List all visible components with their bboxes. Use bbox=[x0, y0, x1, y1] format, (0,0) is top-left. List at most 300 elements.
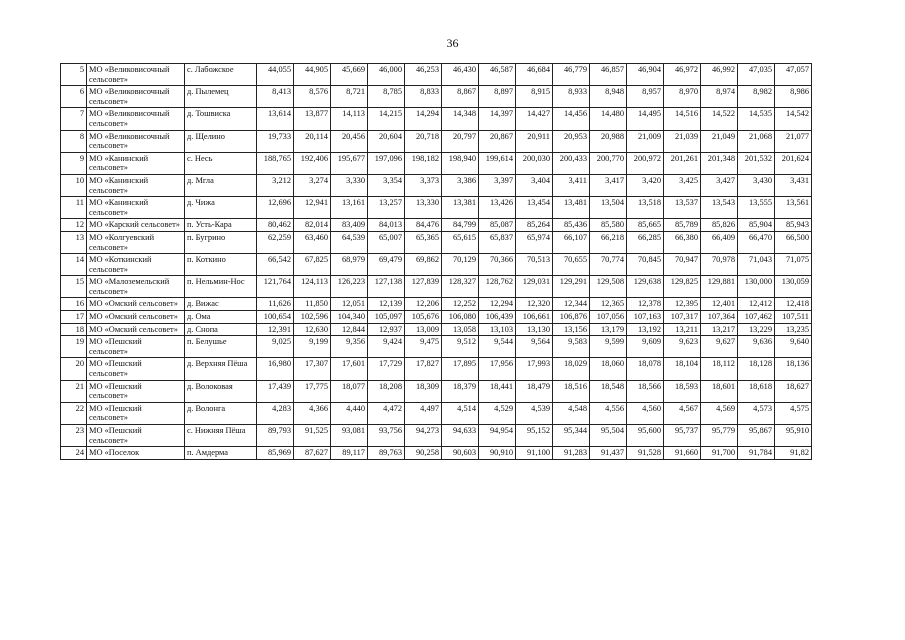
value-cell: 21,049 bbox=[701, 130, 738, 152]
value-cell: 12,344 bbox=[553, 298, 590, 311]
table-row bbox=[61, 254, 812, 276]
value-cell: 9,640 bbox=[775, 336, 812, 358]
table-row bbox=[61, 311, 812, 324]
value-cell: 129,508 bbox=[590, 276, 627, 298]
value-cell: 18,128 bbox=[738, 358, 775, 380]
row-number-cell: 21 bbox=[61, 380, 87, 402]
value-cell: 85,436 bbox=[553, 219, 590, 232]
value-cell: 94,633 bbox=[442, 425, 479, 447]
municipality-cell: МО «Великовисочный сельсовет» bbox=[87, 108, 185, 130]
value-cell: 130,059 bbox=[775, 276, 812, 298]
value-cell: 18,479 bbox=[516, 380, 553, 402]
value-cell: 46,000 bbox=[368, 64, 405, 86]
value-cell: 12,418 bbox=[775, 298, 812, 311]
value-cell: 20,911 bbox=[516, 130, 553, 152]
value-cell: 89,793 bbox=[257, 425, 294, 447]
value-cell: 11,850 bbox=[294, 298, 331, 311]
value-cell: 18,104 bbox=[664, 358, 701, 380]
value-cell: 71,043 bbox=[738, 254, 775, 276]
value-cell: 200,770 bbox=[590, 152, 627, 174]
value-cell: 198,940 bbox=[442, 152, 479, 174]
value-cell: 128,327 bbox=[442, 276, 479, 298]
row-number-cell: 13 bbox=[61, 231, 87, 253]
value-cell: 85,087 bbox=[479, 219, 516, 232]
municipality-cell: МО «Омский сельсовет» bbox=[87, 323, 185, 336]
value-cell: 199,614 bbox=[479, 152, 516, 174]
value-cell: 64,539 bbox=[331, 231, 368, 253]
value-cell: 12,630 bbox=[294, 323, 331, 336]
value-cell: 3,404 bbox=[516, 174, 553, 196]
value-cell: 82,014 bbox=[294, 219, 331, 232]
value-cell: 46,992 bbox=[701, 64, 738, 86]
row-number-cell: 12 bbox=[61, 219, 87, 232]
value-cell: 13,381 bbox=[442, 197, 479, 219]
settlement-cell: д. Волонга bbox=[185, 402, 257, 424]
value-cell: 14,294 bbox=[405, 108, 442, 130]
value-cell: 20,953 bbox=[553, 130, 590, 152]
value-cell: 13,235 bbox=[775, 323, 812, 336]
value-cell: 198,182 bbox=[405, 152, 442, 174]
value-cell: 12,395 bbox=[664, 298, 701, 311]
value-cell: 8,576 bbox=[294, 86, 331, 108]
value-cell: 20,114 bbox=[294, 130, 331, 152]
settlement-cell: п. Бугрино bbox=[185, 231, 257, 253]
value-cell: 4,514 bbox=[442, 402, 479, 424]
value-cell: 70,366 bbox=[479, 254, 516, 276]
value-cell: 107,317 bbox=[664, 311, 701, 324]
value-cell: 18,060 bbox=[590, 358, 627, 380]
value-cell: 8,933 bbox=[553, 86, 590, 108]
value-cell: 14,348 bbox=[442, 108, 479, 130]
row-number-cell: 8 bbox=[61, 130, 87, 152]
settlement-cell: д. Ома bbox=[185, 311, 257, 324]
value-cell: 46,972 bbox=[664, 64, 701, 86]
value-cell: 89,763 bbox=[368, 447, 405, 460]
value-cell: 201,348 bbox=[701, 152, 738, 174]
value-cell: 12,206 bbox=[405, 298, 442, 311]
value-cell: 46,430 bbox=[442, 64, 479, 86]
value-cell: 91,525 bbox=[294, 425, 331, 447]
value-cell: 66,107 bbox=[553, 231, 590, 253]
municipality-cell: МО «Карский сельсовет» bbox=[87, 219, 185, 232]
value-cell: 8,915 bbox=[516, 86, 553, 108]
value-cell: 201,532 bbox=[738, 152, 775, 174]
value-cell: 13,426 bbox=[479, 197, 516, 219]
value-cell: 4,556 bbox=[590, 402, 627, 424]
value-cell: 85,264 bbox=[516, 219, 553, 232]
value-cell: 9,623 bbox=[664, 336, 701, 358]
value-cell: 106,661 bbox=[516, 311, 553, 324]
value-cell: 94,954 bbox=[479, 425, 516, 447]
value-cell: 46,684 bbox=[516, 64, 553, 86]
table-row bbox=[61, 174, 812, 196]
table-row bbox=[61, 108, 812, 130]
value-cell: 85,943 bbox=[775, 219, 812, 232]
value-cell: 201,624 bbox=[775, 152, 812, 174]
value-cell: 89,117 bbox=[331, 447, 368, 460]
municipality-cell: МО «Пешский сельсовет» bbox=[87, 336, 185, 358]
value-cell: 3,397 bbox=[479, 174, 516, 196]
value-cell: 18,078 bbox=[627, 358, 664, 380]
value-cell: 62,259 bbox=[257, 231, 294, 253]
value-cell: 17,601 bbox=[331, 358, 368, 380]
municipality-cell: МО «Великовисочный сельсовет» bbox=[87, 86, 185, 108]
value-cell: 8,833 bbox=[405, 86, 442, 108]
value-cell: 105,676 bbox=[405, 311, 442, 324]
value-cell: 9,609 bbox=[627, 336, 664, 358]
value-cell: 13,518 bbox=[627, 197, 664, 219]
value-cell: 95,737 bbox=[664, 425, 701, 447]
value-cell: 3,417 bbox=[590, 174, 627, 196]
value-cell: 14,215 bbox=[368, 108, 405, 130]
table-row bbox=[61, 197, 812, 219]
value-cell: 13,192 bbox=[627, 323, 664, 336]
value-cell: 94,273 bbox=[405, 425, 442, 447]
value-cell: 18,593 bbox=[664, 380, 701, 402]
value-cell: 66,409 bbox=[701, 231, 738, 253]
data-table bbox=[60, 63, 812, 460]
value-cell: 13,156 bbox=[553, 323, 590, 336]
value-cell: 8,721 bbox=[331, 86, 368, 108]
settlement-cell: д. Тошвиска bbox=[185, 108, 257, 130]
value-cell: 104,340 bbox=[331, 311, 368, 324]
value-cell: 84,013 bbox=[368, 219, 405, 232]
value-cell: 14,427 bbox=[516, 108, 553, 130]
value-cell: 17,827 bbox=[405, 358, 442, 380]
value-cell: 8,948 bbox=[590, 86, 627, 108]
value-cell: 85,580 bbox=[590, 219, 627, 232]
value-cell: 18,112 bbox=[701, 358, 738, 380]
municipality-cell: МО «Омский сельсовет» bbox=[87, 298, 185, 311]
value-cell: 66,542 bbox=[257, 254, 294, 276]
value-cell: 106,876 bbox=[553, 311, 590, 324]
value-cell: 9,356 bbox=[331, 336, 368, 358]
value-cell: 46,904 bbox=[627, 64, 664, 86]
row-number-cell: 10 bbox=[61, 174, 87, 196]
value-cell: 3,330 bbox=[331, 174, 368, 196]
table-row bbox=[61, 130, 812, 152]
value-cell: 20,604 bbox=[368, 130, 405, 152]
value-cell: 13,555 bbox=[738, 197, 775, 219]
value-cell: 8,982 bbox=[738, 86, 775, 108]
value-cell: 18,441 bbox=[479, 380, 516, 402]
value-cell: 70,774 bbox=[590, 254, 627, 276]
value-cell: 12,401 bbox=[701, 298, 738, 311]
value-cell: 12,252 bbox=[442, 298, 479, 311]
value-cell: 9,025 bbox=[257, 336, 294, 358]
value-cell: 70,513 bbox=[516, 254, 553, 276]
value-cell: 13,543 bbox=[701, 197, 738, 219]
value-cell: 4,548 bbox=[553, 402, 590, 424]
row-number-cell: 24 bbox=[61, 447, 87, 460]
value-cell: 129,291 bbox=[553, 276, 590, 298]
value-cell: 107,462 bbox=[738, 311, 775, 324]
value-cell: 20,988 bbox=[590, 130, 627, 152]
value-cell: 9,512 bbox=[442, 336, 479, 358]
settlement-cell: д. Пылемец bbox=[185, 86, 257, 108]
value-cell: 80,462 bbox=[257, 219, 294, 232]
value-cell: 12,365 bbox=[590, 298, 627, 311]
row-number-cell: 5 bbox=[61, 64, 87, 86]
value-cell: 13,058 bbox=[442, 323, 479, 336]
municipality-cell: МО «Омский сельсовет» bbox=[87, 311, 185, 324]
value-cell: 3,427 bbox=[701, 174, 738, 196]
value-cell: 17,729 bbox=[368, 358, 405, 380]
value-cell: 4,573 bbox=[738, 402, 775, 424]
row-number-cell: 23 bbox=[61, 425, 87, 447]
value-cell: 3,274 bbox=[294, 174, 331, 196]
value-cell: 85,904 bbox=[738, 219, 775, 232]
value-cell: 13,614 bbox=[257, 108, 294, 130]
value-cell: 13,179 bbox=[590, 323, 627, 336]
value-cell: 14,535 bbox=[738, 108, 775, 130]
value-cell: 14,522 bbox=[701, 108, 738, 130]
value-cell: 91,283 bbox=[553, 447, 590, 460]
value-cell: 14,542 bbox=[775, 108, 812, 130]
value-cell: 200,030 bbox=[516, 152, 553, 174]
value-cell: 18,516 bbox=[553, 380, 590, 402]
value-cell: 14,516 bbox=[664, 108, 701, 130]
value-cell: 17,307 bbox=[294, 358, 331, 380]
value-cell: 8,413 bbox=[257, 86, 294, 108]
value-cell: 12,378 bbox=[627, 298, 664, 311]
value-cell: 45,669 bbox=[331, 64, 368, 86]
value-cell: 4,440 bbox=[331, 402, 368, 424]
value-cell: 105,097 bbox=[368, 311, 405, 324]
value-cell: 3,431 bbox=[775, 174, 812, 196]
value-cell: 13,217 bbox=[701, 323, 738, 336]
value-cell: 65,007 bbox=[368, 231, 405, 253]
value-cell: 46,587 bbox=[479, 64, 516, 86]
row-number-cell: 18 bbox=[61, 323, 87, 336]
value-cell: 3,386 bbox=[442, 174, 479, 196]
value-cell: 8,867 bbox=[442, 86, 479, 108]
value-cell: 17,439 bbox=[257, 380, 294, 402]
row-number-cell: 6 bbox=[61, 86, 87, 108]
settlement-cell: п. Коткино bbox=[185, 254, 257, 276]
value-cell: 21,077 bbox=[775, 130, 812, 152]
value-cell: 65,974 bbox=[516, 231, 553, 253]
value-cell: 18,309 bbox=[405, 380, 442, 402]
page-number: 36 bbox=[446, 36, 459, 50]
value-cell: 14,397 bbox=[479, 108, 516, 130]
table-row bbox=[61, 276, 812, 298]
value-cell: 18,601 bbox=[701, 380, 738, 402]
value-cell: 106,439 bbox=[479, 311, 516, 324]
value-cell: 65,837 bbox=[479, 231, 516, 253]
row-number-cell: 15 bbox=[61, 276, 87, 298]
value-cell: 130,000 bbox=[738, 276, 775, 298]
municipality-cell: МО «Канинский сельсовет» bbox=[87, 197, 185, 219]
value-cell: 66,285 bbox=[627, 231, 664, 253]
municipality-cell: МО «Пешский сельсовет» bbox=[87, 402, 185, 424]
value-cell: 192,406 bbox=[294, 152, 331, 174]
value-cell: 16,980 bbox=[257, 358, 294, 380]
table-row bbox=[61, 425, 812, 447]
value-cell: 95,344 bbox=[553, 425, 590, 447]
value-cell: 9,544 bbox=[479, 336, 516, 358]
settlement-cell: д. Верхняя Пёша bbox=[185, 358, 257, 380]
value-cell: 4,569 bbox=[701, 402, 738, 424]
value-cell: 9,599 bbox=[590, 336, 627, 358]
value-cell: 4,283 bbox=[257, 402, 294, 424]
value-cell: 83,409 bbox=[331, 219, 368, 232]
value-cell: 4,472 bbox=[368, 402, 405, 424]
value-cell: 13,211 bbox=[664, 323, 701, 336]
municipality-cell: МО «Колгуевский сельсовет» bbox=[87, 231, 185, 253]
value-cell: 85,789 bbox=[664, 219, 701, 232]
municipality-cell: МО «Пешский сельсовет» bbox=[87, 358, 185, 380]
municipality-cell: МО «Великовисочный сельсовет» bbox=[87, 130, 185, 152]
value-cell: 4,366 bbox=[294, 402, 331, 424]
value-cell: 200,972 bbox=[627, 152, 664, 174]
settlement-cell: д. Снопа bbox=[185, 323, 257, 336]
value-cell: 19,733 bbox=[257, 130, 294, 152]
row-number-cell: 20 bbox=[61, 358, 87, 380]
value-cell: 21,009 bbox=[627, 130, 664, 152]
settlement-cell: п. Белушье bbox=[185, 336, 257, 358]
value-cell: 90,910 bbox=[479, 447, 516, 460]
row-number-cell: 11 bbox=[61, 197, 87, 219]
value-cell: 91,437 bbox=[590, 447, 627, 460]
settlement-cell: с. Нижняя Пёша bbox=[185, 425, 257, 447]
value-cell: 3,212 bbox=[257, 174, 294, 196]
value-cell: 44,905 bbox=[294, 64, 331, 86]
municipality-cell: МО «Великовисочный сельсовет» bbox=[87, 64, 185, 86]
table-row bbox=[61, 402, 812, 424]
municipality-cell: МО «Малоземельский сельсовет» bbox=[87, 276, 185, 298]
value-cell: 93,081 bbox=[331, 425, 368, 447]
row-number-cell: 16 bbox=[61, 298, 87, 311]
municipality-cell: МО «Пешский сельсовет» bbox=[87, 380, 185, 402]
value-cell: 4,497 bbox=[405, 402, 442, 424]
value-cell: 100,654 bbox=[257, 311, 294, 324]
municipality-cell: МО «Поселок bbox=[87, 447, 185, 460]
value-cell: 91,100 bbox=[516, 447, 553, 460]
value-cell: 47,035 bbox=[738, 64, 775, 86]
settlement-cell: с. Несь bbox=[185, 152, 257, 174]
value-cell: 71,075 bbox=[775, 254, 812, 276]
value-cell: 68,979 bbox=[331, 254, 368, 276]
value-cell: 18,566 bbox=[627, 380, 664, 402]
settlement-cell: д. Щелино bbox=[185, 130, 257, 152]
row-number-cell: 22 bbox=[61, 402, 87, 424]
municipality-cell: МО «Пешский сельсовет» bbox=[87, 425, 185, 447]
value-cell: 93,756 bbox=[368, 425, 405, 447]
value-cell: 66,380 bbox=[664, 231, 701, 253]
settlement-cell: д. Вижас bbox=[185, 298, 257, 311]
value-cell: 13,537 bbox=[664, 197, 701, 219]
settlement-cell: д. Мгла bbox=[185, 174, 257, 196]
value-cell: 91,784 bbox=[738, 447, 775, 460]
value-cell: 95,779 bbox=[701, 425, 738, 447]
value-cell: 3,354 bbox=[368, 174, 405, 196]
table-row bbox=[61, 231, 812, 253]
value-cell: 66,500 bbox=[775, 231, 812, 253]
table-row bbox=[61, 447, 812, 460]
municipality-cell: МО «Канинский сельсовет» bbox=[87, 152, 185, 174]
value-cell: 14,113 bbox=[331, 108, 368, 130]
value-cell: 63,460 bbox=[294, 231, 331, 253]
value-cell: 90,603 bbox=[442, 447, 479, 460]
value-cell: 46,779 bbox=[553, 64, 590, 86]
row-number-cell: 14 bbox=[61, 254, 87, 276]
table-row bbox=[61, 152, 812, 174]
settlement-cell: п. Усть-Кара bbox=[185, 219, 257, 232]
value-cell: 17,775 bbox=[294, 380, 331, 402]
value-cell: 20,867 bbox=[479, 130, 516, 152]
value-cell: 85,665 bbox=[627, 219, 664, 232]
value-cell: 17,956 bbox=[479, 358, 516, 380]
value-cell: 13,454 bbox=[516, 197, 553, 219]
value-cell: 11,626 bbox=[257, 298, 294, 311]
value-cell: 14,456 bbox=[553, 108, 590, 130]
value-cell: 85,969 bbox=[257, 447, 294, 460]
value-cell: 14,495 bbox=[627, 108, 664, 130]
value-cell: 17,993 bbox=[516, 358, 553, 380]
value-cell: 12,051 bbox=[331, 298, 368, 311]
value-cell: 66,470 bbox=[738, 231, 775, 253]
value-cell: 9,424 bbox=[368, 336, 405, 358]
value-cell: 21,039 bbox=[664, 130, 701, 152]
value-cell: 107,511 bbox=[775, 311, 812, 324]
value-cell: 84,476 bbox=[405, 219, 442, 232]
value-cell: 70,655 bbox=[553, 254, 590, 276]
value-cell: 4,575 bbox=[775, 402, 812, 424]
settlement-cell: п. Амдерма bbox=[185, 447, 257, 460]
value-cell: 129,825 bbox=[664, 276, 701, 298]
value-cell: 20,718 bbox=[405, 130, 442, 152]
value-cell: 4,529 bbox=[479, 402, 516, 424]
value-cell: 12,412 bbox=[738, 298, 775, 311]
value-cell: 84,799 bbox=[442, 219, 479, 232]
value-cell: 13,481 bbox=[553, 197, 590, 219]
row-number-cell: 19 bbox=[61, 336, 87, 358]
settlement-cell: д. Волоковая bbox=[185, 380, 257, 402]
value-cell: 9,564 bbox=[516, 336, 553, 358]
value-cell: 13,257 bbox=[368, 197, 405, 219]
settlement-cell: п. Нельмин-Нос bbox=[185, 276, 257, 298]
value-cell: 18,136 bbox=[775, 358, 812, 380]
table-body bbox=[61, 64, 812, 460]
value-cell: 127,138 bbox=[368, 276, 405, 298]
value-cell: 65,365 bbox=[405, 231, 442, 253]
value-cell: 4,539 bbox=[516, 402, 553, 424]
value-cell: 44,055 bbox=[257, 64, 294, 86]
value-cell: 9,636 bbox=[738, 336, 775, 358]
value-cell: 13,009 bbox=[405, 323, 442, 336]
value-cell: 90,258 bbox=[405, 447, 442, 460]
value-cell: 13,877 bbox=[294, 108, 331, 130]
value-cell: 17,895 bbox=[442, 358, 479, 380]
value-cell: 3,430 bbox=[738, 174, 775, 196]
row-number-cell: 17 bbox=[61, 311, 87, 324]
value-cell: 129,881 bbox=[701, 276, 738, 298]
value-cell: 9,475 bbox=[405, 336, 442, 358]
value-cell: 70,845 bbox=[627, 254, 664, 276]
value-cell: 12,844 bbox=[331, 323, 368, 336]
value-cell: 12,139 bbox=[368, 298, 405, 311]
value-cell: 188,765 bbox=[257, 152, 294, 174]
value-cell: 12,391 bbox=[257, 323, 294, 336]
value-cell: 18,379 bbox=[442, 380, 479, 402]
value-cell: 197,096 bbox=[368, 152, 405, 174]
value-cell: 107,163 bbox=[627, 311, 664, 324]
value-cell: 13,229 bbox=[738, 323, 775, 336]
value-cell: 18,208 bbox=[368, 380, 405, 402]
municipality-cell: МО «Канинский сельсовет» bbox=[87, 174, 185, 196]
table-row bbox=[61, 380, 812, 402]
